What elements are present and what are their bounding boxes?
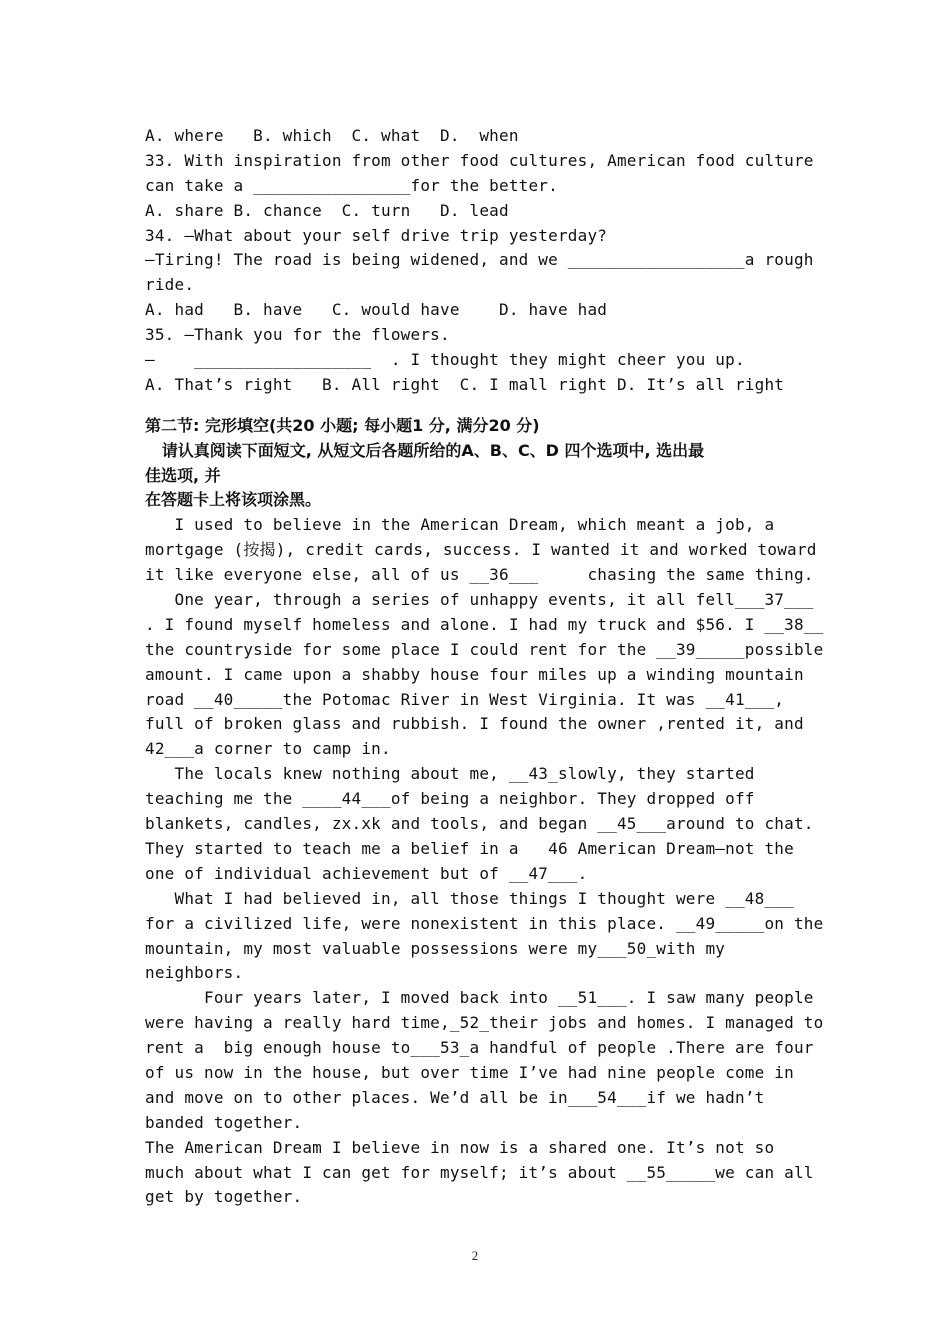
passage-line: . I found myself homeless and alone. I had my truck and $56. I __38__ [145,614,824,634]
passage-line: The American Dream I believe in now is a shared one. It’s not so [145,1137,775,1157]
passage-line: for a civilized life, were nonexistent in this place. __49_____on the [145,913,824,933]
question-33-stem-cont: can take a ________________for the better. [145,175,558,195]
question-34-reply: —Tiring! The road is being widened, and we __________________a rough [145,250,814,270]
question-33-stem: 33. With inspiration from other food cultures, American food culture [145,150,814,170]
passage-line: rent a big enough house to___53_a handful of people .There are four [145,1038,814,1058]
question-35-stem: 35. —Thank you for the flowers. [145,325,450,345]
page-number: 2 [471,1248,479,1263]
instructions-line-3: 在答题卡上将该项涂黑。 [145,490,322,510]
question-options-35: A. That’s right B. All right C. I mall right D. It’s all right [145,374,785,394]
passage-line: Four years later, I moved back into __51___. I saw many people [145,988,814,1008]
passage-line: road __40_____the Potomac River in West Virginia. It was __41___, [145,689,785,709]
passage-line: One year, through a series of unhappy events, it all fell___37___ [145,590,814,610]
passage-line: full of broken glass and rubbish. I found the owner ,rented it, and [145,714,804,734]
passage-line: neighbors. [145,963,244,983]
passage-line: and move on to other places. We’d all be in___54___if we hadn’t [145,1087,765,1107]
passage-line: They started to teach me a belief in a 46 American Dream—not the [145,838,794,858]
passage-line: mortgage (按揭), credit cards, success. I wanted it and worked toward [145,540,817,560]
section-title: 第二节: 完形填空(共20 小题; 每小题1 分, 满分20 分) [145,415,540,435]
question-options-34: A. had B. have C. would have D. have had [145,300,608,320]
question-34-reply-cont: ride. [145,275,195,295]
passage-line: I used to believe in the American Dream, which meant a job, a [145,515,775,535]
passage-line: banded together. [145,1112,303,1132]
passage-line: blankets, candles, zx.xk and tools, and began __45___around to chat. [145,814,814,834]
instructions-line-1: 请认真阅读下面短文, 从短文后各题所给的A、B、C、D 四个选项中, 选出最 [145,440,705,460]
passage-line: amount. I came upon a shabby house four miles up a winding mountain [145,664,804,684]
passage-line: much about what I can get for myself; it’s about __55_____we can all [145,1162,814,1182]
passage-line: mountain, my most valuable possessions were my___50_with my [145,938,726,958]
question-options-33: A. share B. chance C. turn D. lead [145,200,509,220]
passage-line: it like everyone else, all of us __36___ chasing the same thing. [145,565,814,585]
document-body [145,124,824,1210]
passage-line: the countryside for some place I could rent for the __39_____possible [145,639,824,659]
passage-line: The locals knew nothing about me, __43_slowly, they started [145,764,755,784]
passage-line: of us now in the house, but over time I’ve had nine people come in [145,1062,794,1082]
instructions-line-2: 佳选项, 并 [145,465,221,485]
passage-line: teaching me the ____44___of being a neighbor. They dropped off [145,789,755,809]
question-34-stem: 34. —What about your self drive trip yesterday? [145,225,608,245]
passage-line: 42___a corner to camp in. [145,739,391,759]
passage-line: one of individual achievement but of __47___. [145,863,588,883]
question-options-32: A. where B. which C. what D. when [145,126,519,145]
question-35-reply: — __________________ . I thought they might cheer you up. [145,350,745,370]
passage-line: What I had believed in, all those things I thought were __48___ [145,888,794,908]
passage-line: were having a really hard time,_52_their jobs and homes. I managed to [145,1013,824,1033]
passage-line: get by together. [145,1187,303,1207]
